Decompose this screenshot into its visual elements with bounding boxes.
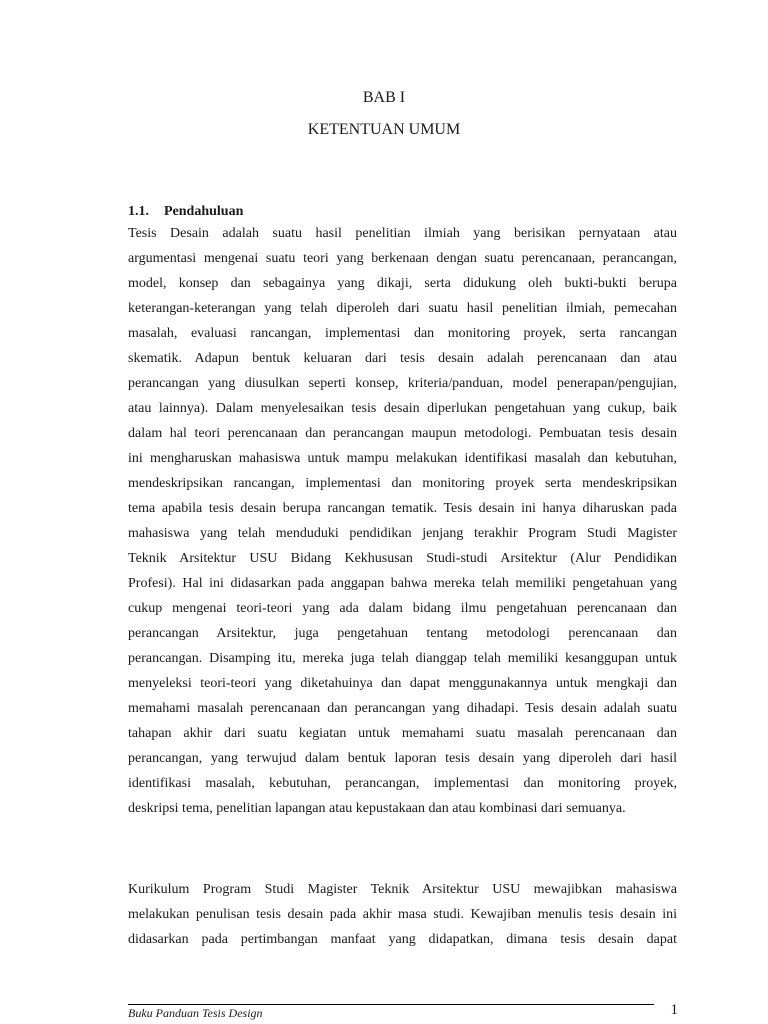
text-line: cukup mengenai teori-teori yang ada dalam bidang ilmu pengetahuan perencanaan dan <box>128 601 677 616</box>
footer-divider <box>128 1004 654 1005</box>
text-line: model, konsep dan sebagainya yang dikaji, serta didukung oleh bukti-bukti berupa <box>128 276 677 291</box>
text-line: Profesi). Hal ini didasarkan pada anggapan bahwa mereka telah memiliki pengetahuan yang <box>128 576 677 591</box>
footer-title: Buku Panduan Tesis Design <box>128 1006 263 1020</box>
text-line: perancangan Arsitektur, juga pengetahuan tentang metodologi perencanaan dan <box>128 626 677 641</box>
text-line: didasarkan pada pertimbangan manfaat yang didapatkan, dimana tesis desain dapat <box>128 932 677 947</box>
text-line: deskripsi tema, penelitian lapangan atau kepustakaan dan atau kombinasi dari semuanya. <box>128 801 626 816</box>
text-line: tahapan akhir dari suatu kegiatan untuk memahami suatu masalah perencanaan dan <box>128 726 677 741</box>
text-line: Kurikulum Program Studi Magister Teknik Arsitektur USU mewajibkan mahasiswa <box>128 882 677 897</box>
text-line: argumentasi mengenai suatu teori yang berkenaan dengan suatu perencanaan, perancangan, <box>128 251 677 266</box>
text-line: atau lainnya). Dalam menyelesaikan tesis desain diperlukan pengetahuan yang cukup, baik <box>128 401 677 416</box>
chapter-title: KETENTUAN UMUM <box>307 121 461 138</box>
text-line: melakukan penulisan tesis desain pada akhir masa studi. Kewajiban menulis tesis desain ini <box>128 907 677 922</box>
section-title: Pendahuluan <box>164 204 244 219</box>
text-line: mendeskripsikan rancangan, implementasi dan monitoring proyek serta mendeskripsikan <box>128 476 677 491</box>
text-line: skematik. Adapun bentuk keluaran dari tesis desain adalah perencanaan dan atau <box>128 351 677 366</box>
page-number: 1 <box>670 1002 678 1018</box>
text-line: Teknik Arsitektur USU Bidang Kekhususan Studi-studi Arsitektur (Alur Pendidikan <box>128 551 677 566</box>
text-line: menyeleksi teori-teori yang diketahuinya dan dapat menggunakannya untuk mengkaji dan <box>128 676 677 691</box>
text-line: masalah, evaluasi rancangan, implementasi dan monitoring proyek, serta rancangan <box>128 326 677 341</box>
text-line: mahasiswa yang telah menduduki pendidikan jenjang terakhir Program Studi Magister <box>128 526 677 541</box>
paragraph-introduction <box>128 221 677 821</box>
section-number: 1.1. <box>128 204 149 219</box>
section-heading <box>128 204 243 220</box>
text-line: Tesis Desain adalah suatu hasil penelitian ilmiah yang berisikan pernyataan atau <box>128 226 677 241</box>
text-line: perancangan yang diusulkan seperti konsep, kriteria/panduan, model penerapan/pengujian, <box>128 376 677 391</box>
text-line: memahami masalah perencanaan dan perancangan yang dihadapi. Tesis desain adalah suatu <box>128 701 677 716</box>
text-line: perancangan, yang terwujud dalam bentuk laporan tesis desain yang diperoleh dari hasil <box>128 751 677 766</box>
text-line: perancangan. Disamping itu, mereka juga telah dianggap telah memiliki kesanggupan untuk <box>128 651 677 666</box>
text-line: identifikasi masalah, kebutuhan, perancangan, implementasi dan monitoring proyek, <box>128 776 677 791</box>
text-line: dalam hal teori perencanaan dan perancangan maupun metodologi. Pembuatan tesis desain <box>128 426 677 441</box>
text-line: keterangan-keterangan yang telah diperoleh dari suatu hasil penelitian ilmiah, pemecahan <box>128 301 677 316</box>
paragraph-curriculum <box>128 877 677 952</box>
text-line: tema apabila tesis desain berupa rancangan tematik. Tesis desain ini hanya diharuskan pada <box>128 501 677 516</box>
text-line: ini mengharuskan mahasiswa untuk mampu melakukan identifikasi masalah dan kebutuhan, <box>128 451 677 466</box>
chapter-number: BAB I <box>362 89 406 106</box>
